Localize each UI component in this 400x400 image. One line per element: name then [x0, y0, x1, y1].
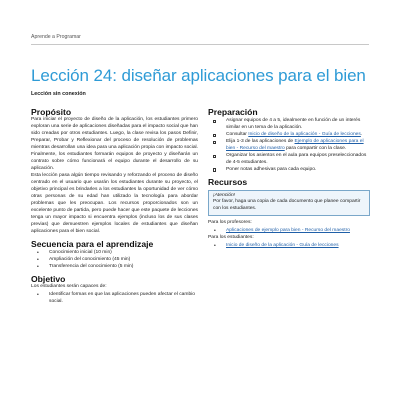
for-teachers-label: Para los profesores: [208, 220, 252, 226]
preparation-item [208, 167, 370, 174]
course-label: Aprende a Programar [31, 34, 81, 40]
preparation-text: Consultar [226, 132, 249, 138]
teacher-resource-link[interactable]: Aplicaciones de ejemplo para bien - Recurso del maestro [226, 228, 350, 234]
checkbox-icon [213, 120, 216, 123]
sequence-item: • Ampliación del conocimiento (45 min) [31, 257, 198, 264]
left-column [31, 108, 198, 306]
student-resource-link[interactable]: Inicio de diseño de la aplicación - Guía de lecciones [226, 243, 339, 249]
objective-list [31, 292, 198, 306]
student-resource-item [208, 243, 370, 250]
checkbox-icon [213, 141, 216, 144]
for-students-label: Para los estudiantes: [208, 235, 254, 241]
sequence-heading: Secuencia para el aprendizaje [31, 238, 154, 249]
header-divider [31, 44, 369, 45]
page-title: Lección 24: diseñar aplicaciones para el bien [31, 66, 366, 85]
student-resources-list [208, 243, 370, 250]
attention-callout [208, 190, 370, 217]
preparation-text: Poner notas adhesivas para cada equipo. [226, 167, 317, 173]
preparation-list [208, 118, 370, 174]
right-column [208, 108, 370, 250]
preparation-item [208, 118, 370, 132]
checkbox-icon [213, 168, 216, 171]
preparation-text: Organizar los asientos en el aula para equipos preseleccionados de 4-5 estudiantes. [226, 153, 367, 166]
teacher-resource-item [208, 228, 370, 235]
purpose-heading: Propósito [31, 107, 72, 117]
purpose-paragraph-2: Esta lección pasa algún tiempo revisando y reforzando el proceso de diseño centrado en el usuario que usarán los estudiantes durante su proyecto, el objetivo principal es brindarles a los estudiantes la oportunidad de ver cómo otras personas de su edad han utilizado la tecnología para abordar problemas que les preocupan. Los recursos proporcionados son un excelente punto de partida, pero puede hacer que este paquete de lecciones tenga un mayor impacto si encuentra ejemplos (incluso los de sus clases previas) que demuestren ejemplos locales de estudiantes que diseñan aplicaciones para el bien social. [31, 173, 198, 234]
sequence-list [31, 250, 198, 271]
purpose-paragraph-1: Para iniciar el proyecto de diseño de la aplicación, los estudiantes primero exploran una serie de aplicaciones diseñadas para el impacto social que han sido creadas por otros estudiantes. Luego, la clase revisa los pasos Definir, Preparar, Probar y Reflexionar del proceso de resolución de problemas mientras desarrollan una idea para una aplicación propia con impacto social. Finalmente, los estudiantes formarán equipos de proyecto y diseñarán un contrato sobre cómo funcionará el equipo durante el desarrollo de su aplicación. [31, 117, 198, 172]
objective-heading: Objetivo [31, 273, 66, 284]
sequence-item: • Transferencia del conocimiento (5 min) [31, 264, 198, 271]
preparation-text: para compartir con la clase. [284, 146, 347, 152]
checkbox-icon [213, 155, 216, 158]
lesson-type: Lección sin conexión [31, 91, 86, 97]
preparation-text: . [360, 132, 363, 138]
teacher-resources-list [208, 228, 370, 235]
resources-heading: Recursos [208, 177, 248, 188]
callout-title: ¡Atención! [213, 192, 236, 198]
preparation-item [208, 153, 370, 167]
sequence-item: • Conocimiento inicial (10 min) [31, 250, 198, 257]
lesson-guide-link[interactable]: Inicio de diseño de la aplicación - Guía de lecciones [248, 132, 361, 138]
objective-item: • Identificar formas en que las aplicaciones pueden afectar el cambio social. [31, 292, 198, 306]
callout-text: Por favor, haga una copia de cada documento que planee compartir con los estudiantes. [213, 199, 361, 212]
checkbox-icon [213, 134, 216, 137]
preparation-text: Elija 1-3 de las aplicaciones de [226, 139, 295, 145]
preparation-heading: Preparación [208, 107, 258, 117]
preparation-item [208, 139, 370, 153]
objective-intro: Los estudiantes serán capaces de: [31, 284, 107, 290]
example-apps-link[interactable]: Ejemplo de aplicaciones para el bien - Recurso del maestro [226, 139, 364, 152]
preparation-text: Asignar equipos de 4 a 5, idealmente en función de un interés similar en un tema de la aplicación. [226, 118, 361, 131]
